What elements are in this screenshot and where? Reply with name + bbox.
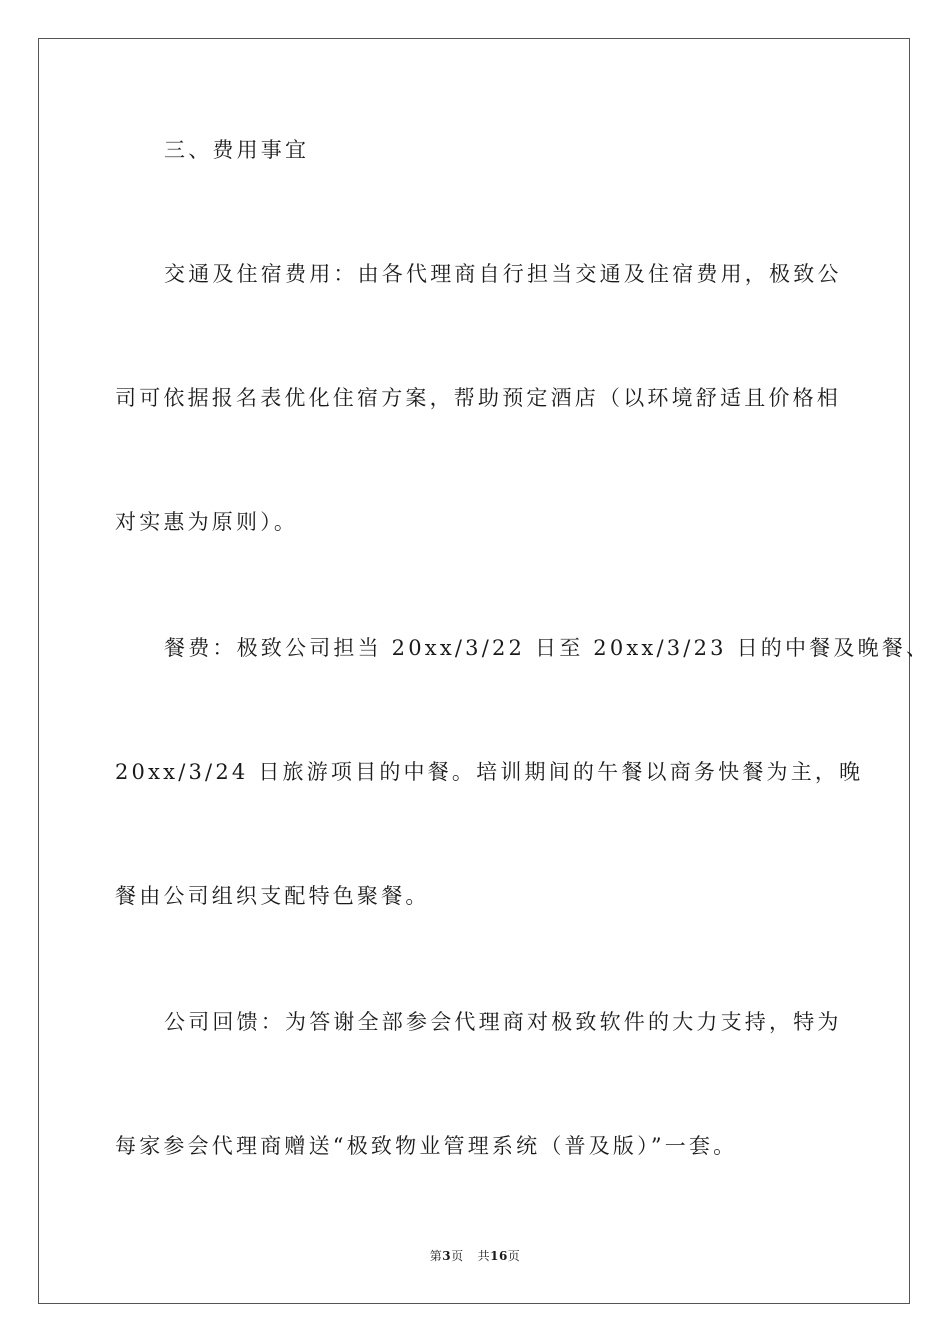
paragraph-line: 20xx/3/24 日旅游项目的中餐。培训期间的午餐以商务快餐为主，晚 bbox=[115, 760, 864, 784]
section-heading: 三、费用事宜 bbox=[164, 138, 310, 162]
page-frame bbox=[38, 38, 931, 1304]
paragraph-line: 餐费：极致公司担当 20xx/3/22 日至 20xx/3/23 日的中餐及晚餐、 bbox=[164, 636, 931, 660]
total-suffix: 页 bbox=[507, 1249, 521, 1263]
page-prefix: 第 bbox=[429, 1249, 443, 1263]
page-suffix: 页 bbox=[451, 1249, 464, 1263]
paragraph-line: 餐由公司组织支配特色聚餐。 bbox=[115, 884, 430, 908]
page-total: 16 bbox=[490, 1249, 508, 1263]
paragraph-line: 对实惠为原则）。 bbox=[115, 510, 299, 534]
paragraph-line: 交通及住宿费用：由各代理商自行担当交通及住宿费用，极致公 bbox=[164, 262, 842, 286]
paragraph-line: 每家参会代理商赠送“极致物业管理系统（普及版）”一套。 bbox=[115, 1134, 738, 1158]
total-prefix: 共 bbox=[477, 1249, 491, 1263]
paragraph-line: 公司回馈：为答谢全部参会代理商对极致软件的大力支持，特为 bbox=[164, 1010, 842, 1034]
page-current: 3 bbox=[442, 1249, 452, 1263]
paragraph-line: 司可依据报名表优化住宿方案，帮助预定酒店（以环境舒适且价格相 bbox=[115, 386, 841, 410]
page-footer bbox=[0, 1248, 950, 1264]
